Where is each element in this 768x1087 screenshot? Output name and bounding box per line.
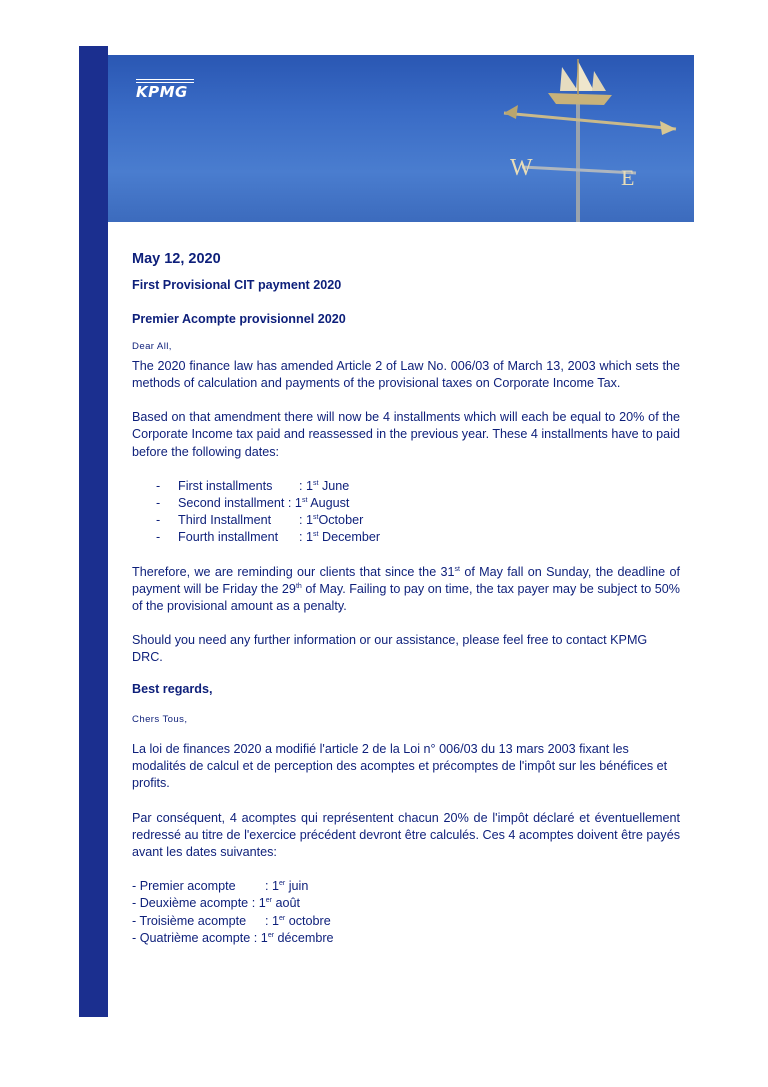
document-body [132, 246, 680, 947]
greeting-en: Dear All, [132, 340, 172, 352]
paragraph-contact: Should you need any further information or our assistance, please feel free to contact KPMG DRC. [132, 633, 648, 665]
paragraph-deadline-reminder [132, 564, 680, 616]
installment-label: Second installment [178, 496, 285, 511]
installment-label: Third Installment [178, 513, 272, 528]
installment-label: First installments [178, 478, 273, 493]
list-item: - Troisième acompte : 1er octobre [132, 913, 680, 930]
vane-letter-e: E [621, 165, 635, 190]
ship-icon [548, 59, 612, 105]
acompte-day: 1 [272, 913, 280, 928]
acompte-month: juin [288, 879, 309, 894]
deadline-text-a: Therefore, we are reminding our clients that since the 31 [132, 564, 455, 579]
header-banner [108, 55, 694, 222]
acompte-label: - Premier acompte [132, 879, 236, 894]
paragraph-law-amendment: The 2020 finance law has amended Article 2 of Law No. 006/03 of March 13, 2003 which sets the methods of calculation and payments of the provisional taxes on Corporate Income Tax. [132, 358, 680, 391]
deadline-text-b: of May fall on Sunday, the deadline of payment will be Friday the 29 [132, 564, 680, 596]
list-item: - Third Installment : 1stOctober [156, 512, 680, 529]
list-item: - Second installment : 1st August [156, 495, 680, 512]
list-item: - Fourth installment : 1st December [156, 529, 680, 546]
acompte-suffix: er [279, 880, 286, 888]
installment-suffix: st [313, 479, 319, 487]
greeting-fr: Chers Tous, [132, 713, 188, 725]
installment-suffix: st [313, 514, 319, 522]
left-accent-bar [79, 46, 108, 1017]
list-item: - Premier acompte : 1er juin [132, 878, 680, 895]
acompte-label: - Deuxième acompte : [132, 896, 256, 911]
installment-suffix: st [301, 497, 308, 505]
vane-letter-w: W [510, 155, 533, 181]
acompte-day: 1 [258, 896, 266, 911]
acompte-label: - Troisième acompte [132, 913, 247, 928]
acompte-suffix: er [267, 931, 275, 939]
list-item: - First installments : 1st June [156, 478, 680, 495]
acompte-suffix: er [279, 914, 286, 922]
paragraph-acomptes: Par conséquent, 4 acomptes qui représentent chacun 20% de l'impôt déclaré et éventuellement redressé au titre de l'exercice précédent devront être calculés. Ces 4 acomptes doivent être payés avant les dates suivantes: [132, 810, 680, 860]
installment-day: 1 [306, 530, 314, 545]
acompte-month: octobre [288, 913, 331, 928]
title-en: First Provisional CIT payment 2020 [132, 278, 342, 293]
paragraph-installments-intro: Based on that amendment there will now be 4 installments which will each be equal to 20% of the Corporate Income tax paid and reassessed in the previous year. These 4 installments have to paid before the following dates: [132, 410, 680, 459]
acompte-month: août [275, 896, 300, 911]
deadline-suffix-1: st [454, 565, 460, 573]
deadline-text-c: of May. Failing to pay on time, the tax payer may be subject to 50% of the provisional amount as a penalty. [132, 581, 680, 614]
title-fr: Premier Acompte provisionnel 2020 [132, 312, 346, 327]
installment-day: 1 [294, 496, 302, 511]
installment-day: 1 [306, 513, 314, 528]
paragraph-loi-finances: La loi de finances 2020 a modifié l'article 2 de la Loi n° 006/03 du 13 mars 2003 fixant les modalités de calcul et de perception des acomptes et précomptes de l'impôt sur les bénéfices et profits. [132, 742, 668, 791]
acompte-label: - Quatrième acompte : [132, 930, 258, 945]
acompte-month: décembre [277, 930, 334, 945]
list-item [132, 930, 680, 947]
installment-label: Fourth installment [178, 530, 279, 545]
acompte-suffix: er [265, 897, 272, 905]
installment-month: August [310, 496, 350, 511]
installment-month: December [321, 530, 381, 545]
list-item [132, 895, 680, 912]
document-date: May 12, 2020 [132, 251, 221, 267]
closing-regards: Best regards, [132, 681, 213, 696]
installment-month: October [318, 513, 364, 528]
installment-month: June [321, 478, 350, 493]
installments-list-en [132, 478, 680, 547]
acompte-day: 1 [260, 930, 268, 945]
kpmg-logo: KPMG [136, 83, 188, 101]
deadline-suffix-2: th [295, 582, 302, 590]
weather-vane-image [486, 55, 694, 222]
acompte-day: 1 [272, 879, 280, 894]
installments-list-fr [132, 878, 680, 947]
installment-suffix: st [313, 531, 319, 539]
installment-day: 1 [306, 478, 314, 493]
